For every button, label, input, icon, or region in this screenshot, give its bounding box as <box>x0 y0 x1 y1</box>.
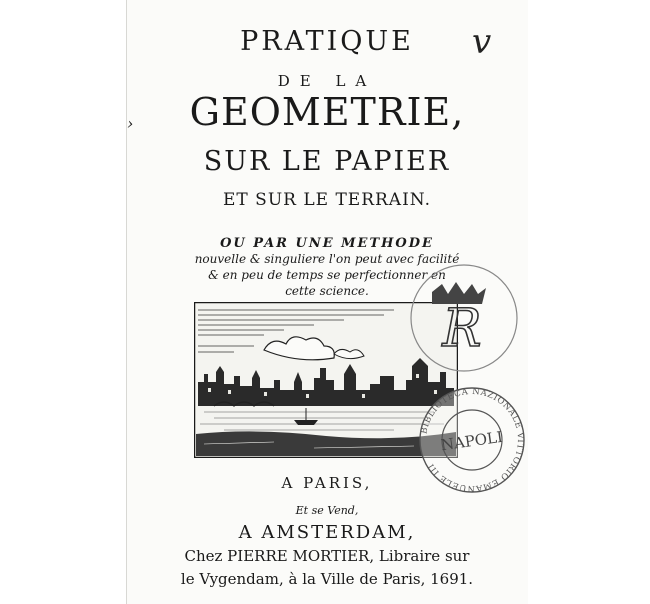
sold-note: Et se Vend, <box>295 504 359 517</box>
publisher-line-1: Chez PIERRE MORTIER, Libraire sur <box>184 547 470 565</box>
title-line-terrain: ET SUR LE TERRAIN. <box>223 190 431 210</box>
margin-mark: › <box>127 114 134 133</box>
subtitle-line-3: & en peu de temps se perfectionner en <box>208 268 446 282</box>
publisher-line-2: le Vygendam, à la Ville de Paris, 1691. <box>180 570 474 588</box>
title-line-pratique: PRATIQUE <box>240 26 414 57</box>
imprint-city: A PARIS, <box>281 474 373 492</box>
monogram-letter: R <box>442 299 482 359</box>
title-line-geometrie: GEOMETRIE, <box>189 90 465 134</box>
library-stamp-ring-text: BIBLIOTECA NAZIONALE VITTORIO EMANUELE III <box>419 386 526 494</box>
library-stamp-city: NAPOLI <box>439 427 504 455</box>
publisher-city: A AMSTERDAM, <box>238 522 416 543</box>
subtitle-line-1: OU PAR UNE METHODE <box>220 236 434 251</box>
title-line-sur-le-papier: SUR LE PAPIER <box>203 146 451 177</box>
handwritten-corner-mark: v <box>472 22 492 62</box>
title-line-de-la: DE LA <box>277 72 377 90</box>
subtitle-line-4: cette science. <box>285 284 369 298</box>
monogram-stamp <box>408 262 520 374</box>
subtitle-line-2: nouvelle & singuliere l'on peut avec facilité <box>194 252 460 266</box>
